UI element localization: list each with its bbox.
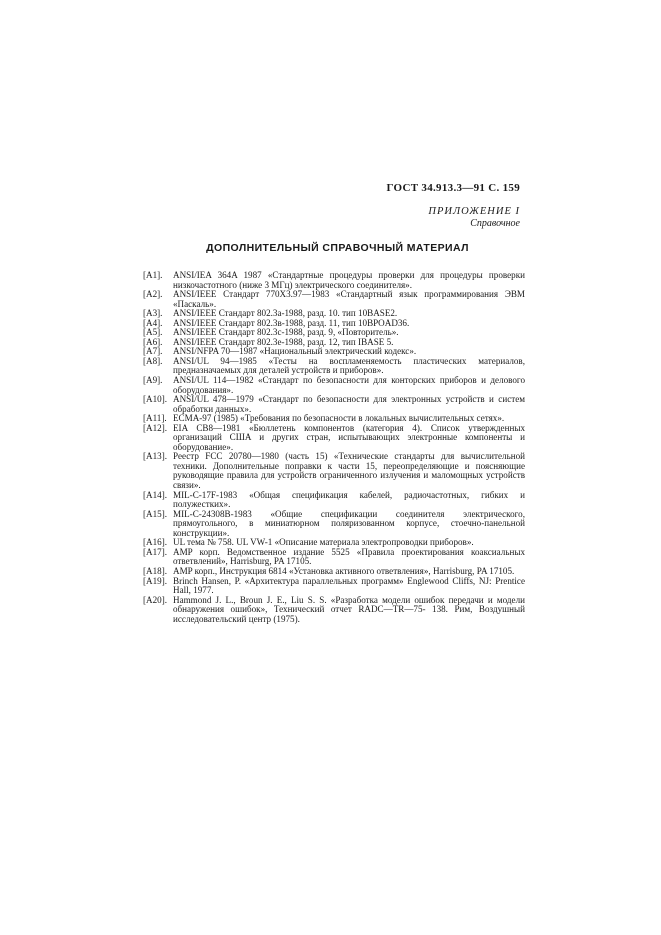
reference-list [143,271,525,624]
reference-id: [A13]. [143,451,167,462]
reference-id: [A14]. [143,489,167,500]
reference-text: Реестр FCC 20780—1980 (часть 15) «Технические стандарты для вычислительной техники. Дополнительные поправки к части 15, переопределяющие и поясняющие руководящие правила для устройств ограниченного излучения и маломощных устройств связи». [173,451,525,491]
reference-item [143,271,525,290]
appendix-label: ПРИЛОЖЕНИЕ I [428,206,520,217]
reference-text: Brinch Hansen, P. «Архитектура параллельных программ» Englewood Cliffs, NJ: Prentice Hall, 1977. [173,575,525,596]
reference-text: ANSI/NFPA 70—1987 «Национальный электрический кодекс». [173,346,417,357]
reference-id: [A1]. [143,270,163,280]
reference-text: ECMA-97 (1985) «Требования по безопасности в локальных вычислительных сетях». [173,413,505,424]
reference-id: [A20]. [143,594,167,605]
reference-text: ANSI/UL 114—1982 «Стандарт по безопасности для конторских приборов и делового оборудования». [173,375,525,395]
reference-id: [A11]. [143,413,167,424]
reference-item [143,510,525,539]
reference-id: [A15]. [143,508,167,519]
reference-item [143,452,525,490]
reference-item [143,548,525,567]
reference-text: ANSI/IEEE Стандарт 770X3.97—1983 «Стандартный язык программирования ЭВМ «Паскаль». [173,289,525,309]
reference-text: AMP корп. Ведомственное издание 5525 «Правила проектирования коаксиальных ответвлений», Harrisburg, PA 17105. [173,546,525,567]
reference-id: [A9]. [143,375,163,386]
reference-item [143,491,525,510]
reference-text: ANSI/UL 94—1985 «Тесты на воспламеняемость пластических материалов, предназначаемых для деталей устройств и приборов». [173,355,525,376]
appendix-heading [400,206,520,230]
reference-item [143,596,525,625]
reference-text: UL тема № 758. UL VW-1 «Описание материала электропроводки приборов». [173,537,474,548]
reference-id: [A7]. [143,346,163,357]
reference-text: MIL-C-24308B-1983 «Общие спецификации соединителя электрического, прямоугольного, в миниатюрном поляризованном корпусе, стоечно-панельной конструкции». [173,508,525,538]
reference-id: [A17]. [143,546,167,557]
reference-text: Hammond J. L., Broun J. E., Liu S. S. «Разработка модели ошибок передачи и модели обнаружения ошибок», Технический отчет RADC—TR—75- 138. Рим, Воздушный исследовательский центр (1975). [173,594,525,624]
reference-text: ANSI/IEEE Стандарт 802.3в-1988, разд. 11, тип 10BPOAD36. [173,317,410,328]
reference-item [143,424,525,453]
reference-text: ANSI/IEEE Стандарт 802.3с-1988, разд. 9, «Повторитель». [173,327,399,338]
reference-id: [A10]. [143,394,167,405]
reference-item [143,577,525,596]
reference-id: [A18]. [143,565,167,576]
reference-text: MIL-C-17F-1983 «Общая спецификация кабелей, радиочастотных, гибких и полужестких». [173,489,525,510]
reference-item [143,395,525,414]
reference-id: [A19]. [143,575,167,586]
reference-id: [A16]. [143,537,167,548]
reference-id: [A8]. [143,355,163,366]
reference-item [143,357,525,376]
reference-id: [A5]. [143,327,163,338]
reference-text: EIA CB8—1981 «Бюллетень компонентов (категория 4). Список утвержденных организаций США и других стран, испытывающих электронные компоненты и оборудование». [173,422,525,452]
reference-id: [A3]. [143,308,163,319]
page-header: ГОСТ 34.913.3—91 С. 159 [386,182,520,194]
reference-item [143,376,525,395]
reference-text: AMP корп., Инструкция 6814 «Установка активного ответвления», Harrisburg, PA 17105. [173,565,515,576]
reference-text: ANSI/IEA 364A 1987 «Стандартные процедуры проверки для процедуры проверки низкочастотного (ниже 3 МГц) электрического соединителя». [173,270,525,290]
reference-text: ANSI/IEEE Стандарт 802.3е-1988, разд. 12, тип IBASE 5. [173,336,394,347]
reference-id: [A12]. [143,422,167,433]
reference-item [143,290,525,309]
reference-text: ANSI/UL 478—1979 «Стандарт по безопасности для электронных устройств и систем обработки данных». [173,394,525,414]
reference-id: [A2]. [143,289,163,300]
reference-id: [A4]. [143,317,163,328]
section-title: ДОПОЛНИТЕЛЬНЫЙ СПРАВОЧНЫЙ МАТЕРИАЛ [206,242,469,254]
reference-text: ANSI/IEEE Стандарт 802.3a-1988, разд. 10. тип 10BASE2. [173,308,398,319]
appendix-subtitle: Справочное [470,218,520,229]
reference-id: [A6]. [143,336,163,347]
